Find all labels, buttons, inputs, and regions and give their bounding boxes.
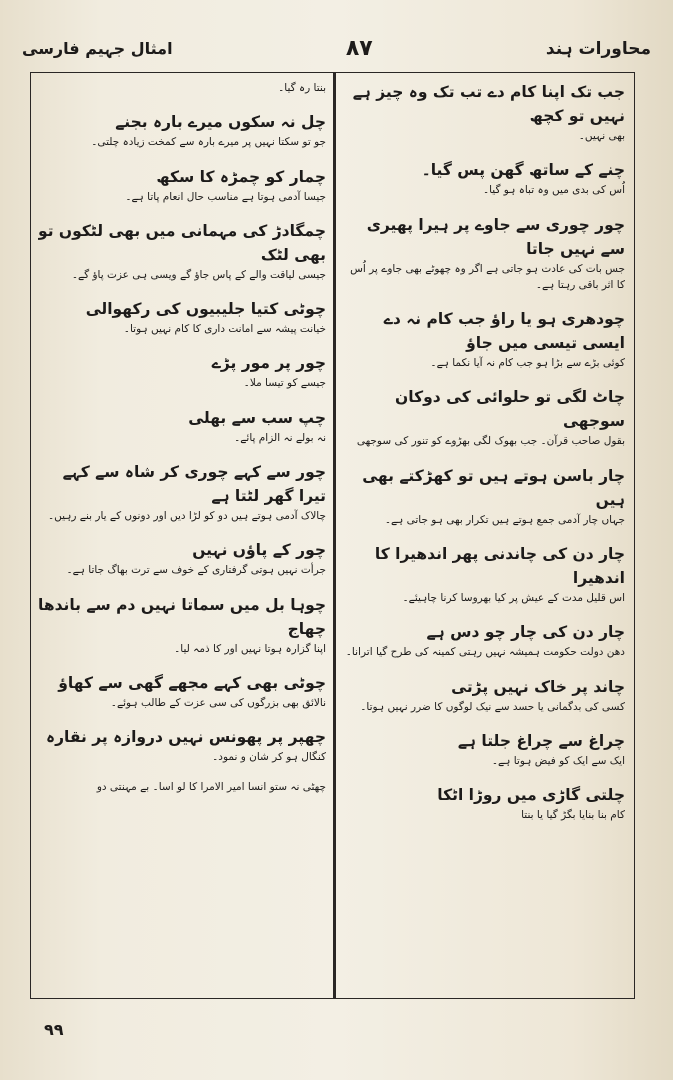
proverb-meaning: اپنا گزارہ ہوتا نہیں اور کا ذمہ لیا۔ [174, 642, 326, 655]
proverb-meaning: نالائق بھی بزرگوں کی سی عزت کے طالب ہوئے۔ [110, 696, 326, 709]
proverb-meaning: جیسی لیاقت والے کے پاس جاؤ گے ویسی ہی عزت پاؤ گے۔ [71, 268, 326, 281]
proverb-line: چار دن کی چار چو دس ہے [426, 623, 625, 642]
proverb-line: چراغ سے چراغ جلتا ہے [457, 731, 625, 750]
proverb-line: چودھری ہو یا راؤ جب کام نہ دے ایسی تیسی میں جاؤ [383, 310, 625, 353]
proverb-meaning: کام بنا بنایا بگڑ گیا یا بنتا [521, 809, 625, 822]
proverb-meaning: جس بات کی عادت ہو جاتی ہے اگر وہ چھوٹے بھی جاوے پر اُس کا اثر باقی رہتا ہے۔ [350, 262, 625, 291]
right-column [341, 80, 625, 992]
proverb-line: چوہا بل میں سماتا نہیں دم سے باندھا چھاج [38, 595, 326, 638]
running-title-right: محاورات ہند [545, 38, 651, 59]
proverb-line: چور سے کہے چوری کر شاہ سے کہے تیرا گھر لٹتا ہے [62, 462, 326, 505]
proverb-line: چار دن کی چاندنی پھر اندھیرا کا اندھیرا [374, 545, 625, 588]
proverb-meaning: بھی نہیں۔ [578, 130, 625, 143]
proverb-line: چور چوری سے جاوے پر ہیرا پھیری سے نہیں جاتا [366, 215, 625, 258]
proverb-line: چلتی گاڑی میں روڑا اٹکا [437, 786, 625, 805]
proverb-line: چنے کے ساتھ گھن پس گیا۔ [421, 161, 625, 180]
proverb-line: چاند پر خاک نہیں پڑتی [451, 677, 625, 696]
proverb-line: چار باسن ہوتے ہیں تو کھڑکتے بھی ہیں [362, 466, 625, 509]
proverb-meaning: جیسا آدمی ہوتا ہے مناسب حال انعام پاتا ہے۔ [125, 190, 326, 203]
proverb-line: جب تک اپنا کام دے تب تک وہ چیز ہے نہیں تو کچھ [352, 83, 625, 126]
running-title-left: امثال جہیم فارسی [22, 38, 173, 58]
proverb-meaning: کسی کی بدگمانی یا حسد سے نیک لوگوں کا ضرر نہیں ہوتا۔ [360, 700, 625, 713]
proverb-meaning: نہ بولے نہ الزام پائے۔ [234, 431, 326, 444]
proverb-line: چاٹ لگی تو حلوائی کی دوکان سوجھی [395, 388, 625, 431]
proverb-meaning: جرأت نہیں ہوتی گرفتاری کے خوف سے ترت بھاگ جاتا ہے۔ [66, 564, 326, 577]
footer-page-mark: ۹۹ [44, 1020, 64, 1039]
proverb-meaning: بنتا رہ گیا۔ [278, 82, 326, 94]
proverb-meaning: خیانت پیشہ سے امانت داری کا کام نہیں ہوتا۔ [123, 323, 326, 336]
proverb-line: چھپر پر پھونس نہیں دروازہ پر نقارہ [46, 728, 326, 747]
page-header [22, 32, 651, 64]
left-column [38, 80, 326, 992]
proverb-line: چل نہ سکوں میرے بارہ بجنے [115, 113, 326, 132]
proverb-line: چور پر مور پڑے [211, 354, 326, 373]
proverb-line: چوٹی کتیا جلیبیوں کی رکھوالی [85, 300, 326, 319]
proverb-meaning: اُس کی بدی میں وہ تباہ ہو گیا۔ [482, 184, 625, 197]
proverb-meaning: جو تو سکتا نہیں پر میرے بارہ سے کمخت زیادہ چلتی۔ [91, 136, 326, 149]
proverb-line: چور کے پاؤں نہیں [192, 541, 326, 560]
proverb-meaning: اس قلیل مدت کے عیش پر کیا بھروسا کرنا چاہیئے۔ [402, 592, 625, 605]
proverb-line: چمگادڑ کی مہمانی میں بھی لٹکوں تو بھی لٹک [38, 221, 326, 264]
proverb-meaning: کنگال ہو کر شان و نمود۔ [212, 751, 326, 764]
proverb-line: چوٹی بھی کہے مجھے گھی سے کھاؤ [58, 673, 326, 692]
proverb-meaning: ایک سے ایک کو فیض ہوتا ہے۔ [491, 754, 625, 767]
proverb-meaning: چالاک آدمی ہوتے ہیں دو کو لڑا دیں اور دونوں کے یار بنے رہیں۔ [47, 510, 326, 522]
proverb-meaning: کوئی بڑے سے بڑا ہو جب کام نہ آیا نکما ہے۔ [430, 357, 625, 370]
proverb-meaning: چھٹی نہ ستو انسا امیر الامرا کا لو اسا۔ بے مہنتی دو [96, 781, 326, 794]
proverb-line: چپ سب سے بھلی [188, 408, 326, 427]
proverb-meaning: جہاں چار آدمی جمع ہوتے ہیں تکرار بھی ہو جاتی ہے۔ [384, 513, 625, 526]
column-divider [333, 72, 336, 999]
proverb-meaning: دھن دولت حکومت ہمیشہ نہیں رہتی کمینہ کی طرح گیا اترانا۔ [345, 646, 625, 659]
proverb-meaning: جیسے کو تیسا ملا۔ [243, 377, 326, 390]
proverb-meaning: بقول صاحب قرآن۔ جب بھوک لگی بھڑوے کو تنور کی سوجھی [356, 435, 625, 448]
proverb-line: چمار کو چمڑہ کا سکھ [156, 167, 326, 186]
page-number: ۸۷ [345, 35, 373, 61]
